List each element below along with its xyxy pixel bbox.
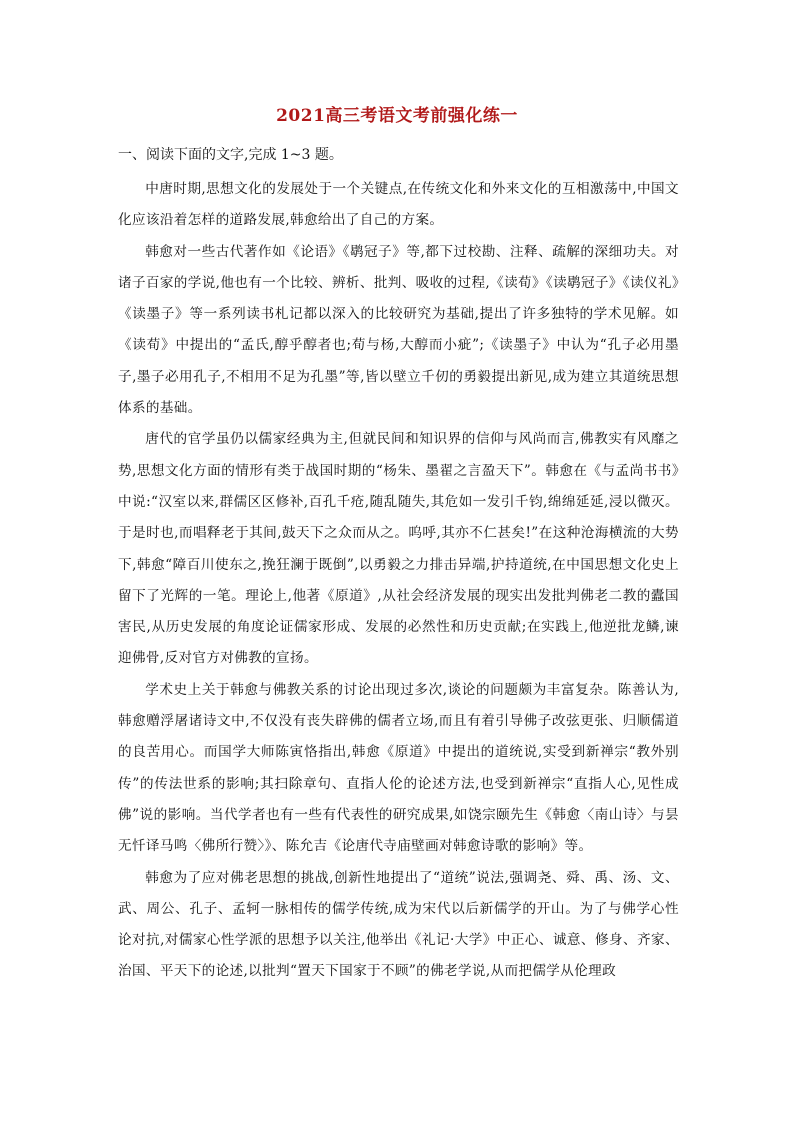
- paragraph: 韩愈为了应对佛老思想的挑战,创新性地提出了“道统”说法,强调尧、舜、禹、汤、文、武、周公、孔子、孟轲一脉相传的儒学传统,成为宋代以后新儒学的开山。为了与佛学心性论对抗,对儒家心性学派的思想予以关注,他举出《礼记·大学》中正心、诚意、修身、齐家、治国、平天下的论述,以批判“置天下国家于不顾”的佛老学说,从而把儒学从伦理政: [118, 869, 679, 980]
- question-instruction: 一、阅读下面的文字,完成 1~3 题。: [118, 147, 343, 163]
- paragraph: 唐代的官学虽仍以儒家经典为主,但就民间和知识界的信仰与风尚而言,佛教实有风靡之势,思想文化方面的情形有类于战国时期的“杨朱、墨翟之言盈天下”。韩愈在《与孟尚书书》中说:“汉室以来,群儒区区修补,百孔千疮,随乱随失,其危如一发引千钧,绵绵延延,浸以微灭。于是时也,而唱释老于其间,鼓天下之众而从之。呜呼,其亦不仁甚矣!”在这种沧海横流的大势下,韩愈“障百川使东之,挽狂澜于既倒”,以勇毅之力排击异端,护持道统,在中国思想文化史上留下了光辉的一笔。理论上,他著《原道》,从社会经济发展的现实出发批判佛老二教的蠹国害民,从历史发展的角度论证儒家形成、发展的必然性和历史贡献;在实践上,他逆批龙鳞,谏迎佛骨,反对官方对佛教的宣扬。: [118, 431, 679, 667]
- document-title: 2021高三考语文考前强化练一: [276, 106, 518, 126]
- paragraph: 韩愈对一些古代著作如《论语》《鹖冠子》等,都下过校勘、注释、疏解的深细功夫。对诸子百家的学说,他也有一个比较、辨析、批判、吸收的过程,《读荀》《读鹖冠子》《读仪礼》《读墨子》等一系列读书札记都以深入的比较研究为基础,提出了许多独特的学术见解。如《读荀》中提出的“孟氏,醇乎醇者也;荀与杨,大醇而小疵”;《读墨子》中认为“孔子必用墨子,墨子必用孔子,不相用不足为孔墨”等,皆以壁立千仞的勇毅提出新见,成为建立其道统思想体系的基础。: [118, 243, 679, 417]
- passage-body: [118, 174, 679, 988]
- paragraph: 学术史上关于韩愈与佛教关系的讨论出现过多次,谈论的问题颇为丰富复杂。陈善认为,韩愈赠浮屠诸诗文中,不仅没有丧失辟佛的儒者立场,而且有着引导佛子改弦更张、归顺儒道的良苦用心。而国学大师陈寅恪指出,韩愈《原道》中提出的道统说,实受到新禅宗“教外别传”的传法世系的影响;其扫除章句、直指人伦的论述方法,也受到新禅宗“直指人心,见性成佛”说的影响。当代学者也有一些有代表性的研究成果,如饶宗颐先生《韩愈〈南山诗〉与昙无忏译马鸣〈佛所行赞〉》、陈允吉《论唐代寺庙壁画对韩愈诗歌的影响》等。: [118, 681, 679, 855]
- paragraph: 中唐时期,思想文化的发展处于一个关键点,在传统文化和外来文化的互相激荡中,中国文化应该沿着怎样的道路发展,韩愈给出了自己的方案。: [118, 181, 679, 229]
